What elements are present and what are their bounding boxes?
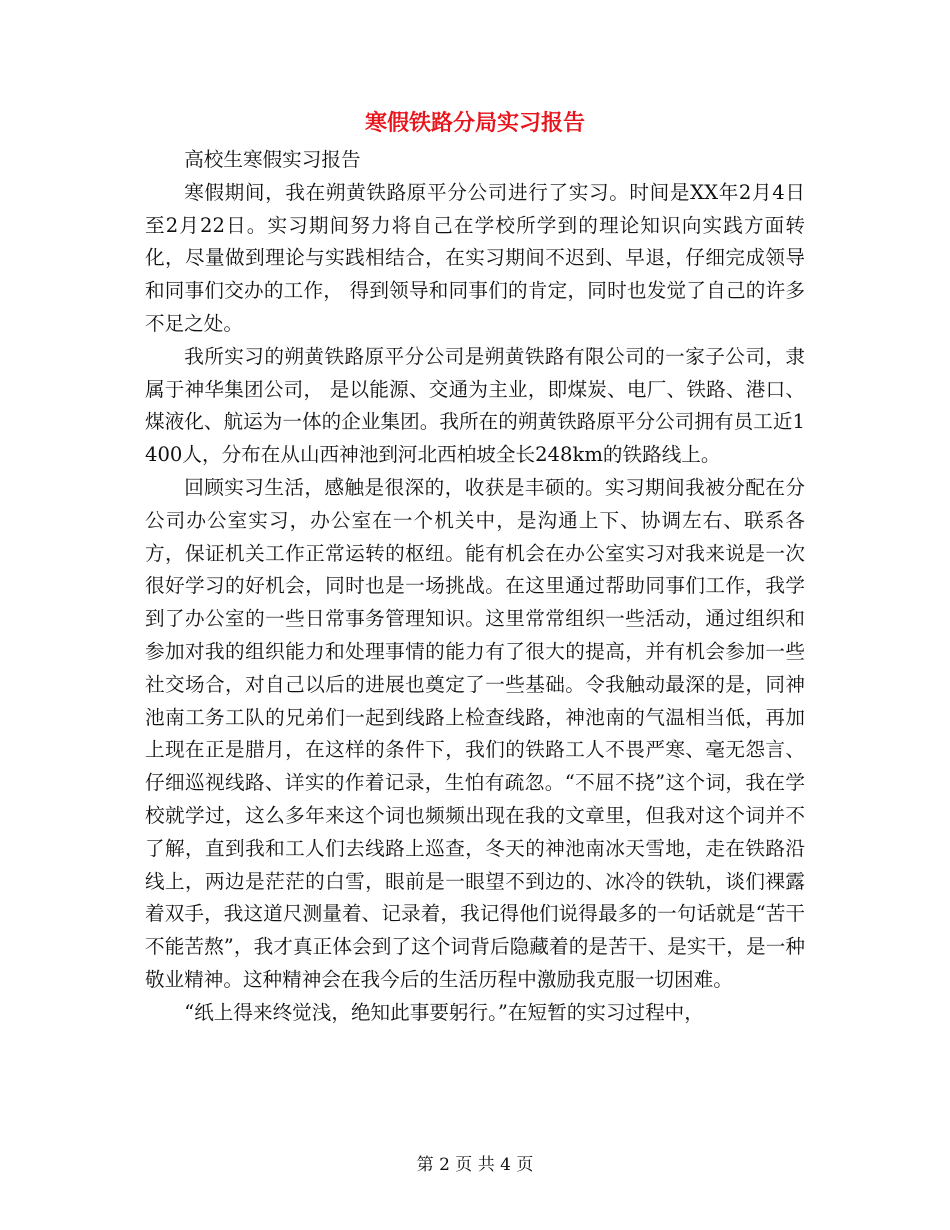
paragraph-company-intro: 我所实习的朔黄铁路原平分公司是朔黄铁路有限公司的一家子公司，隶属于神华集团公司， 是以能源、交通为主业，即煤炭、电厂、铁路、港口、煤液化、航运为一体的企业集团。我所在的朔黄铁路原平分公司拥有员工近1400人，分布在从山西神池到河北西柏坡全长248km的铁路线上。 bbox=[145, 344, 805, 467]
document-body bbox=[145, 144, 805, 1030]
document-title: 寒假铁路分局实习报告 bbox=[364, 111, 585, 136]
page-number-footer: 第 2 页 共 4 页 bbox=[416, 1155, 534, 1175]
paragraph-internship-period: 寒假期间，我在朔黄铁路原平分公司进行了实习。时间是XX年2月4日至2月22日。实习期间努力将自己在学校所学到的理论知识向实践方面转化，尽量做到理论与实践相结合，在实习期间不迟到、早退，仔细完成领导和同事们交办的工作， 得到领导和同事们的肯定，同时也发觉了自己的许多不足之处。 bbox=[145, 180, 805, 335]
paragraph-subtitle: 高校生寒假实习报告 bbox=[184, 148, 361, 171]
paragraph-quote: “纸上得来终觉浅，绝知此事要躬行。”在短暂的实习过程中， bbox=[184, 1000, 704, 1024]
paragraph-reflection: 回顾实习生活，感触是很深的，收获是丰硕的。实习期间我被分配在分公司办公室实习，办公室在一个机关中，是沟通上下、协调左右、联系各方，保证机关工作正常运转的枢纽。能有机会在办公室实习对我来说是一次很好学习的好机会，同时也是一场挑战。在这里通过帮助同事们工作，我学到了办公室的一些日常事务管理知识。这里常常组织一些活动，通过组织和参加对我的组织能力和处理事情的能力有了很大的提高，并有机会参加一些社交场合，对自己以后的进展也奠定了一些基础。令我触动最深的是，同神池南工务工队的兄弟们一起到线路上检查线路，神池南的气温相当低，再加上现在正是腊月，在这样的条件下，我们的铁路工人不畏严寒、毫无怨言、仔细巡视线路、详实的作着记录，生怕有疏忽。“不屈不挠”这个词，我在学校就学过，这么多年来这个词也频频出现在我的文章里，但我对这个词并不了解，直到我和工人们去线路上巡查，冬天的神池南冰天雪地，走在铁路沿线上，两边是茫茫的白雪，眼前是一眼望不到边的、冰冷的铁轨，谈们裸露着双手，我这道尺测量着、记录着，我记得他们说得最多的一句话就是“苦干不能苦熬”，我才真正体会到了这个词背后隐藏着的是苦干、是实干，是一种敬业精神。这种精神会在我今后的生活历程中激励我克服一切困难。 bbox=[145, 475, 805, 991]
